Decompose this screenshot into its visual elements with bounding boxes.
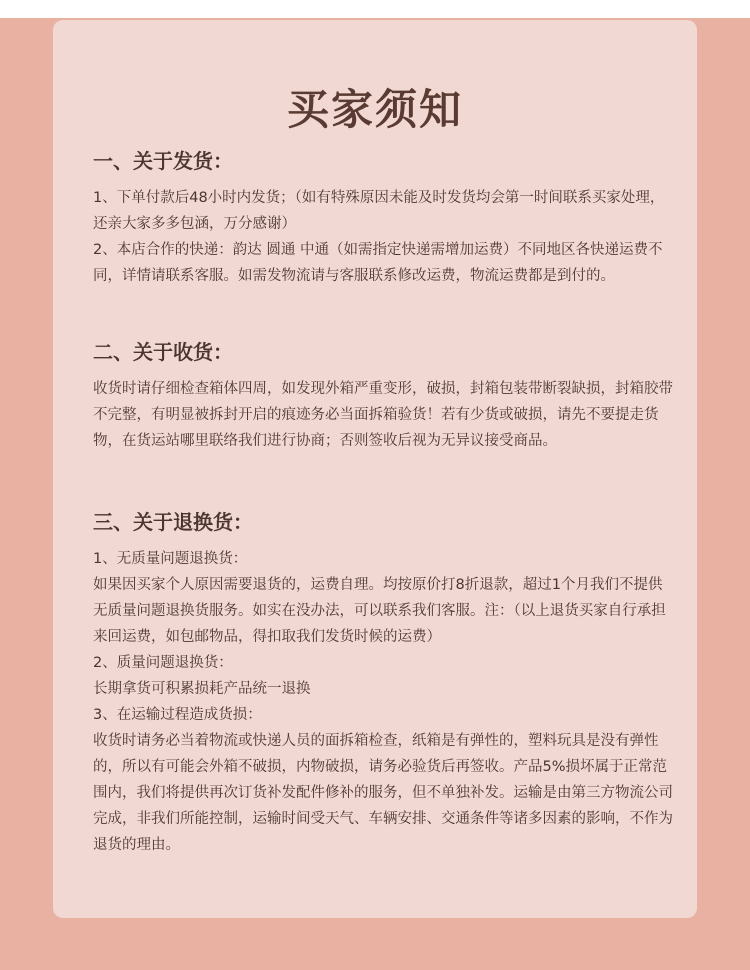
section-heading: 一、关于发货： (93, 149, 233, 173)
paragraph: 长期拿货可积累损耗产品统一退换 (93, 681, 311, 697)
section-receiving (93, 338, 673, 454)
section-shipping (93, 147, 673, 289)
page-title: 买家须知 (286, 85, 463, 134)
section-heading: 三、关于退换货： (93, 510, 253, 534)
section-returns (93, 508, 673, 858)
paragraph: 2、质量问题退换货： (93, 655, 233, 671)
paragraph: 收货时请仔细检查箱体四周，如发现外箱严重变形，破损，封箱包装带断裂缺损，封箱胶带不完整，有明显被拆封开启的痕迹务必当面拆箱验货！若有少货或破损，请先不要提走货物，在货运站哪里联络我们进行协商；否则签收后视为无异议接受商品。 (93, 381, 673, 449)
notice-card (53, 20, 697, 918)
top-strip (0, 0, 750, 18)
paragraph: 如果因买家个人原因需要退货的，运费自理。均按原价打8折退款，超过1个月我们不提供无质量问题退换货服务。如实在没办法，可以联系我们客服。注：（以上退货买家自行承担来回运费，如包邮物品，得扣取我们发货时候的运费） (93, 577, 666, 645)
paragraph: 3、在运输过程造成货损： (93, 707, 262, 723)
paragraph: 收货时请务必当着物流或快递人员的面拆箱检查，纸箱是有弹性的，塑料玩具是没有弹性的，所以有可能会外箱不破损，内物破损，请务必验货后再签收。产品5%损坏属于正常范围内，我们将提供再次订货补发配件修补的服务，但不单独补发。运输是由第三方物流公司完成，非我们所能控制，运输时间受天气、车辆安排、交通条件等诸多因素的影响，不作为退货的理由。 (93, 733, 673, 853)
section-heading: 二、关于收货： (93, 340, 233, 364)
paragraph: 1、下单付款后48小时内发货；（如有特殊原因未能及时发货均会第一时间联系买家处理，还亲大家多多包涵，万分感谢） (93, 190, 665, 232)
paragraph: 1、无质量问题退换货： (93, 551, 248, 567)
paragraph: 2、本店合作的快递：韵达 圆通 中通（如需指定快递需增加运费）不同地区各快递运费不同，详情请联系客服。如需发物流请与客服联系修改运费，物流运费都是到付的。 (93, 242, 663, 284)
